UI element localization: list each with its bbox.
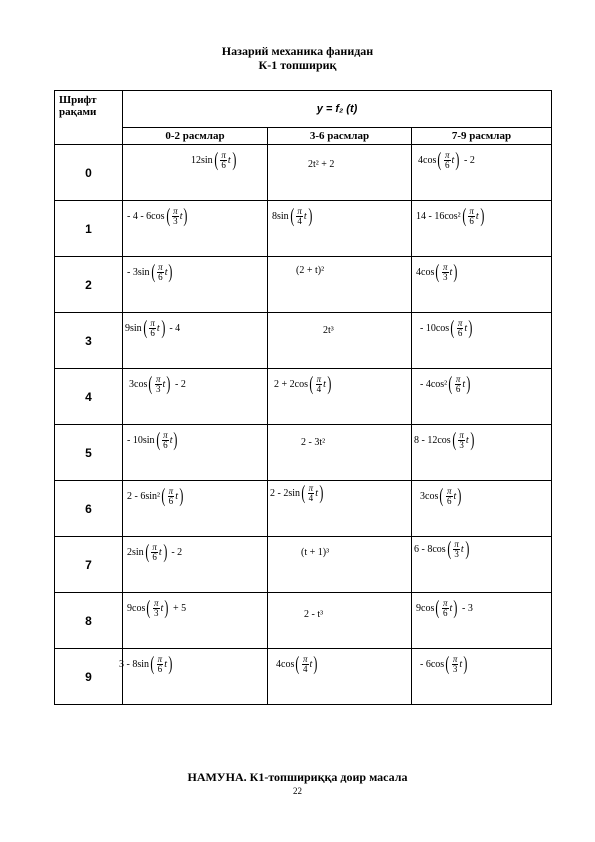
formula-suffix: - 3 (461, 602, 473, 614)
fraction (452, 655, 459, 674)
fraction-numerator: π (447, 485, 452, 496)
right-paren: ) (464, 538, 469, 560)
formula-cell (268, 537, 412, 593)
formula (119, 654, 177, 674)
formula-cell (412, 649, 552, 705)
right-paren: ) (231, 149, 236, 171)
formula (191, 150, 240, 170)
fraction-denominator: 4 (308, 492, 314, 503)
fraction (162, 431, 169, 450)
formula-suffix: - 2 (463, 154, 475, 166)
fraction (296, 207, 303, 226)
fraction (442, 599, 449, 618)
left-paren: ( (445, 653, 450, 675)
variable-t: t (158, 546, 162, 558)
table-row (55, 145, 552, 201)
fraction (468, 207, 475, 226)
formula (420, 654, 472, 674)
right-paren: ) (166, 373, 171, 395)
formula-cell (268, 145, 412, 201)
fraction-denominator: 6 (445, 159, 450, 170)
fraction (220, 151, 227, 170)
fraction-denominator: 6 (163, 439, 168, 450)
fraction-denominator: 4 (297, 215, 302, 226)
formula (414, 430, 478, 450)
row-number: 0 (55, 145, 123, 201)
fraction-denominator: 4 (303, 663, 308, 674)
fraction (442, 263, 449, 282)
right-paren: ) (173, 429, 178, 451)
right-paren: ) (179, 485, 184, 507)
formula-prefix: 8sin (272, 210, 289, 222)
subheader-figs-3-6: 3-6 расмлар (268, 128, 412, 145)
variable-t: t (303, 210, 307, 222)
formula (270, 483, 328, 503)
left-paren: ( (150, 261, 155, 283)
formula-cell (412, 145, 552, 201)
left-paren: ( (165, 205, 170, 227)
fraction-numerator: π (452, 653, 458, 664)
formula-text: 2t² + 2 (308, 159, 335, 170)
variable-t: t (156, 322, 160, 334)
fraction (168, 487, 175, 506)
fraction (444, 151, 451, 170)
variable-t: t (475, 210, 479, 222)
variable-t: t (449, 602, 453, 614)
formula-prefix: 9cos (127, 602, 146, 614)
formula-cell (123, 201, 268, 257)
right-paren: ) (466, 373, 471, 395)
fraction-numerator: π (150, 317, 155, 328)
formula (125, 318, 180, 338)
formula-prefix: - 3sin (127, 266, 150, 278)
formula (416, 598, 473, 618)
formula-prefix: 2 - 6sin² (127, 490, 160, 502)
fraction (457, 319, 464, 338)
right-paren: ) (168, 653, 173, 675)
right-paren: ) (168, 261, 173, 283)
document-title: Назарий механика фанидан (221, 44, 374, 58)
left-paren: ( (146, 597, 151, 619)
variable-t: t (453, 490, 457, 502)
formula (274, 374, 336, 394)
fraction-denominator: 6 (469, 215, 474, 226)
fraction-denominator: 6 (158, 271, 163, 282)
left-paren: ( (161, 485, 166, 507)
fraction (458, 431, 465, 450)
variable-t: t (449, 266, 453, 278)
formula-cell (123, 481, 268, 537)
left-paren: ( (448, 373, 453, 395)
formula-suffix: - 2 (171, 546, 183, 558)
left-paren: ( (150, 653, 155, 675)
formula (416, 206, 488, 226)
formula-suffix: - 2 (174, 378, 186, 390)
fraction-denominator: 3 (173, 215, 178, 226)
right-paren: ) (327, 373, 332, 395)
row-number: 2 (55, 257, 123, 313)
fraction (446, 487, 453, 506)
formula-cell (123, 425, 268, 481)
fraction-numerator: π (459, 429, 464, 440)
formula-cell (268, 593, 412, 649)
fraction-denominator: 6 (168, 495, 174, 506)
fraction (157, 263, 164, 282)
right-paren: ) (453, 261, 458, 283)
variable-t: t (465, 434, 469, 446)
formula-cell (123, 369, 268, 425)
table-row (55, 593, 552, 649)
row-number: 4 (55, 369, 123, 425)
right-paren: ) (319, 482, 324, 504)
row-number: 1 (55, 201, 123, 257)
fraction (149, 319, 156, 338)
formula-column-header: y = f₂ (t) (123, 91, 552, 128)
formula (308, 159, 334, 170)
fraction-numerator: π (443, 261, 448, 272)
fraction-denominator: 6 (443, 607, 448, 618)
formula (323, 325, 334, 336)
fraction-numerator: π (455, 373, 461, 384)
formula-cell (412, 257, 552, 313)
formula-cell (123, 145, 268, 201)
fraction-numerator: π (158, 261, 163, 272)
fraction-denominator: 6 (150, 327, 155, 338)
variable-t: t (460, 543, 464, 555)
formula (420, 486, 466, 506)
fraction-denominator: 3 (156, 383, 161, 394)
fraction (172, 207, 179, 226)
left-paren: ( (450, 317, 455, 339)
formula-cell (123, 257, 268, 313)
right-paren: ) (160, 317, 165, 339)
variable-t: t (160, 602, 164, 614)
subheader-figs-0-2: 0-2 расмлар (123, 128, 268, 145)
fraction-numerator: π (443, 597, 448, 608)
fraction (153, 599, 160, 618)
variable-t: t (169, 434, 173, 446)
formula-prefix: 2sin (127, 546, 144, 558)
left-paren: ( (290, 205, 295, 227)
formula-prefix: 3cos (420, 490, 439, 502)
variant-column-header: Шрифт рақами (55, 91, 123, 145)
formula-prefix: 12sin (191, 154, 213, 166)
variable-t: t (162, 378, 166, 390)
document-subtitle: К-1 топшириқ (258, 58, 337, 72)
left-paren: ( (452, 429, 457, 451)
variable-t: t (323, 378, 326, 390)
formula (127, 542, 182, 562)
fraction-denominator: 3 (459, 439, 464, 450)
formula-cell (123, 537, 268, 593)
fraction (302, 655, 309, 674)
formula-prefix: 2 + 2cos (274, 378, 308, 390)
row-number: 5 (55, 425, 123, 481)
variable-t: t (451, 154, 455, 166)
fraction-denominator: 6 (152, 551, 157, 562)
fraction (155, 375, 162, 394)
fraction (151, 543, 158, 562)
left-paren: ( (437, 149, 442, 171)
fraction-numerator: π (154, 597, 159, 608)
formula (414, 539, 473, 559)
variable-t: t (309, 658, 313, 670)
left-paren: ( (143, 317, 148, 339)
formula-text: (t + 1)³ (301, 547, 330, 558)
subheader-figs-7-9: 7-9 расмлар (412, 128, 552, 145)
fraction-numerator: π (308, 482, 314, 493)
formula-prefix: - 6cos (420, 658, 445, 670)
left-paren: ( (447, 538, 452, 560)
formula (420, 318, 477, 338)
left-paren: ( (295, 653, 300, 675)
fraction-numerator: π (168, 485, 174, 496)
right-paren: ) (468, 317, 473, 339)
fraction-denominator: 4 (316, 383, 322, 394)
right-paren: ) (479, 205, 484, 227)
formula-cell (123, 313, 268, 369)
row-number: 6 (55, 481, 123, 537)
fraction-numerator: π (297, 205, 302, 216)
formula-prefix: 6 - 8cos (414, 543, 446, 555)
fraction-denominator: 3 (154, 607, 159, 618)
variable-t: t (462, 378, 466, 390)
fraction-numerator: π (316, 373, 322, 384)
formula-cell (268, 481, 412, 537)
right-paren: ) (469, 429, 474, 451)
formula (127, 430, 182, 450)
variable-t: t (464, 322, 468, 334)
formula-prefix: - 10cos (420, 322, 450, 334)
fraction-denominator: 6 (455, 383, 461, 394)
fraction-numerator: π (454, 538, 459, 549)
left-paren: ( (462, 205, 467, 227)
fraction-numerator: π (157, 653, 163, 664)
row-number: 7 (55, 537, 123, 593)
right-paren: ) (164, 597, 169, 619)
formula-prefix: 8 - 12cos (414, 434, 451, 446)
formula-prefix: 9cos (416, 602, 435, 614)
fraction-numerator: π (457, 317, 463, 328)
fraction-numerator: π (152, 541, 157, 552)
formula-cell (412, 481, 552, 537)
left-paren: ( (439, 485, 444, 507)
table-row (55, 537, 552, 593)
variable-t: t (227, 154, 231, 166)
table-row (55, 425, 552, 481)
formula-cell (268, 369, 412, 425)
right-paren: ) (313, 653, 318, 675)
fraction-denominator: 3 (454, 548, 459, 559)
formula (272, 206, 316, 226)
formula (129, 374, 186, 394)
formula-suffix: + 5 (172, 602, 187, 614)
fraction-numerator: π (469, 205, 474, 216)
formula (127, 486, 188, 506)
fraction-denominator: 6 (457, 327, 463, 338)
right-paren: ) (307, 205, 312, 227)
formula-text: 2t³ (323, 325, 334, 336)
left-paren: ( (155, 429, 160, 451)
formula-text: 2 - 3t² (301, 437, 326, 448)
formula (276, 654, 322, 674)
right-paren: ) (183, 205, 188, 227)
fraction-numerator: π (445, 149, 450, 160)
formula-cell (268, 201, 412, 257)
formula-cell (268, 649, 412, 705)
formula-cell (412, 313, 552, 369)
formula (127, 598, 186, 618)
variable-t: t (179, 210, 183, 222)
formula-prefix: 3 - 8sin (119, 658, 149, 670)
page-number: 22 (293, 786, 302, 796)
left-paren: ( (148, 373, 153, 395)
formula-prefix: - 10sin (127, 434, 155, 446)
table-row (55, 257, 552, 313)
formula-prefix: 4cos (276, 658, 295, 670)
variable-t: t (315, 487, 318, 499)
variable-t: t (164, 266, 168, 278)
fraction (157, 655, 164, 674)
formula (127, 206, 192, 226)
row-number: 9 (55, 649, 123, 705)
right-paren: ) (457, 485, 462, 507)
left-paren: ( (435, 261, 440, 283)
variable-t: t (459, 658, 463, 670)
variable-t: t (175, 490, 178, 502)
formula-prefix: 14 - 16cos² (416, 210, 461, 222)
fraction-denominator: 6 (157, 663, 163, 674)
fraction-denominator: 6 (447, 495, 452, 506)
formula-cell (268, 425, 412, 481)
fraction-denominator: 3 (443, 271, 448, 282)
fraction-numerator: π (173, 205, 178, 216)
formula-cell (412, 425, 552, 481)
fraction (453, 540, 460, 559)
formula (301, 547, 329, 558)
fraction (316, 375, 323, 394)
row-number: 3 (55, 313, 123, 369)
fraction (455, 375, 462, 394)
formula (420, 374, 475, 394)
left-paren: ( (309, 373, 314, 395)
left-paren: ( (145, 541, 150, 563)
formula-cell (268, 257, 412, 313)
right-paren: ) (162, 541, 167, 563)
variable-t: t (164, 658, 167, 670)
formula (127, 262, 177, 282)
formula-prefix: 9sin (125, 322, 142, 334)
fraction-numerator: π (221, 149, 226, 160)
formula-table (54, 90, 552, 705)
formula-prefix: - 4 - 6cos (127, 210, 165, 222)
left-paren: ( (301, 482, 306, 504)
right-paren: ) (453, 597, 458, 619)
formula-cell (412, 537, 552, 593)
formula (301, 437, 325, 448)
fraction-numerator: π (163, 429, 168, 440)
table-row (55, 481, 552, 537)
formula-cell (119, 649, 268, 705)
formula-suffix: - 4 (169, 322, 181, 334)
formula-cell (268, 313, 412, 369)
formula (304, 609, 323, 620)
left-paren: ( (214, 149, 219, 171)
formula-cell (123, 593, 268, 649)
fraction-numerator: π (303, 653, 308, 664)
formula (296, 265, 324, 276)
table-row (55, 649, 552, 705)
right-paren: ) (463, 653, 468, 675)
formula-prefix: 4cos (416, 266, 435, 278)
formula-prefix: 3cos (129, 378, 148, 390)
formula-prefix: 2 - 2sin (270, 487, 300, 499)
formula-cell (412, 369, 552, 425)
formula-cell (412, 593, 552, 649)
formula-prefix: - 4cos² (420, 378, 448, 390)
left-paren: ( (435, 597, 440, 619)
fraction-denominator: 6 (221, 159, 226, 170)
table-row (55, 313, 552, 369)
fraction-numerator: π (156, 373, 161, 384)
row-number: 8 (55, 593, 123, 649)
formula-prefix: 4cos (418, 154, 437, 166)
footer-caption: НАМУНА. К1-топшириққа доир масала (187, 770, 408, 784)
formula (418, 150, 475, 170)
fraction-denominator: 3 (452, 663, 458, 674)
formula-text: (2 + t)² (296, 265, 325, 276)
fraction (308, 484, 315, 503)
formula-cell (412, 201, 552, 257)
right-paren: ) (455, 149, 460, 171)
formula (416, 262, 462, 282)
table-row (55, 201, 552, 257)
table-row (55, 369, 552, 425)
formula-text: 2 - t³ (304, 609, 324, 620)
